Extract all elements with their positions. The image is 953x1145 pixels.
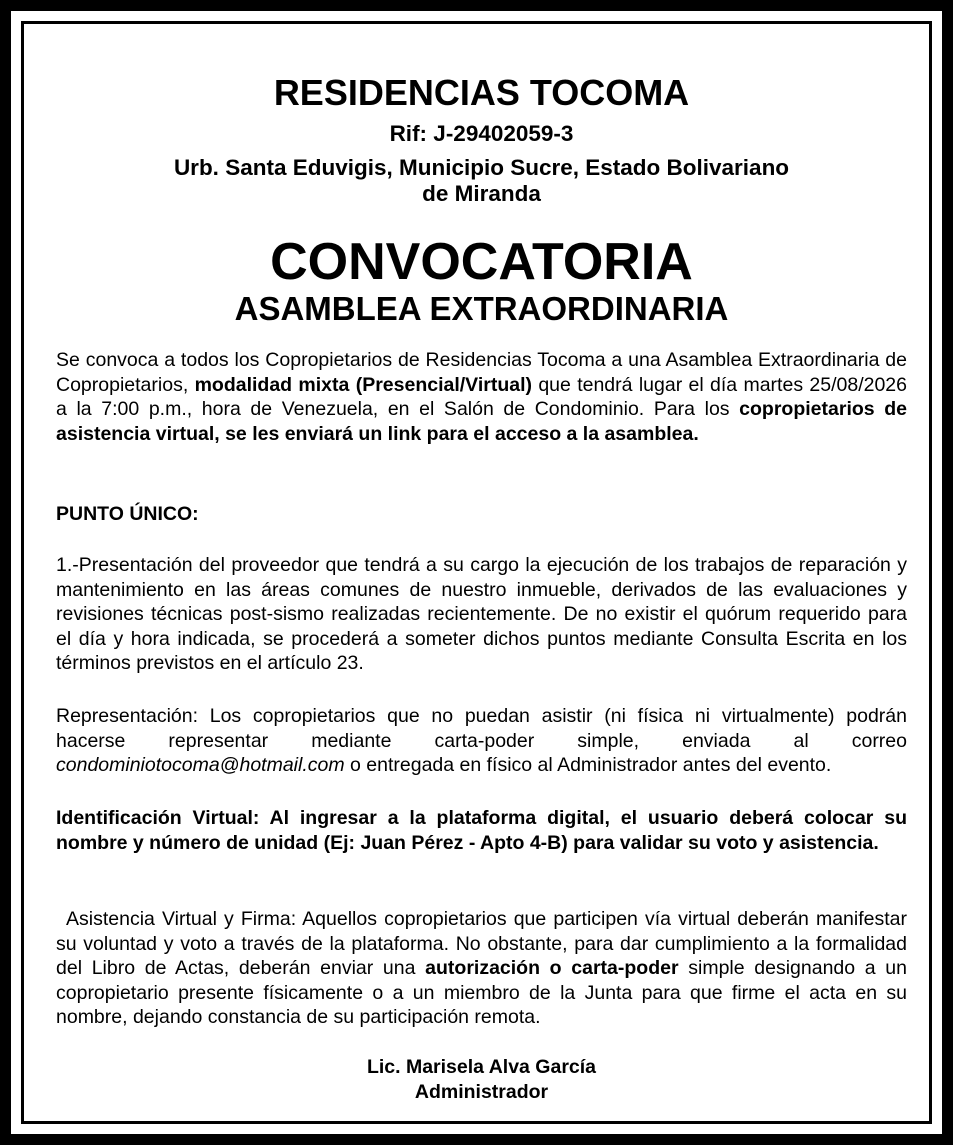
identificacion-paragraph: Identificación Virtual: Al ingresar a la plataforma digital, el usuario deberá colocar su nombre y número de unidad (Ej: Juan Pérez - Apto 4-B) para validar su voto y asistencia. [56, 807, 907, 854]
address-line-2: de Miranda [422, 181, 541, 206]
asistencia-bold: autorización o carta-poder [425, 957, 679, 979]
intro-bold-2: copropietarios de asistencia virtual, se les enviará un link para el acceso a la asamblea. [56, 398, 907, 445]
intro-paragraph [56, 348, 907, 446]
email-link[interactable]: condominiotocoma@hotmail.com [56, 754, 345, 776]
document-title: CONVOCATORIA [270, 233, 693, 291]
intro-text-2: que tendrá lugar el día martes 25/08/2026 a la 7:00 p.m., hora de Venezuela, en el Salón de Condominio. Para los [56, 373, 907, 420]
asistencia-text-1: Asistencia Virtual y Firma: Aquellos copropietarios que participen vía virtual deberán manifestar su voluntad y voto a través de la plataforma. No obstante, para dar cumplimiento a la formalidad del Libro de Actas, deberán enviar una [56, 908, 907, 979]
asistencia-paragraph [56, 907, 907, 1030]
intro-text-1: Se convoca a todos los Copropietarios de Residencias Tocoma a una Asamblea Extraordinaria de Copropietarios, [56, 349, 907, 396]
punto-unico-heading: PUNTO ÚNICO: [56, 503, 199, 525]
representacion-paragraph [56, 704, 907, 778]
signatory-role: Administrador [414, 1081, 549, 1103]
representacion-text-2: o entregada en físico al Administrador antes del evento. [344, 754, 832, 776]
address [56, 155, 907, 207]
organization-name: RESIDENCIAS TOCOMA [273, 72, 690, 113]
asistencia-text-2: simple designando a un copropietario presente físicamente o a un miembro de la Junta para que firme el acta en su nombre, dejando constancia de su participación remota. [56, 957, 908, 1028]
punto-unico-text: 1.-Presentación del proveedor que tendrá a su cargo la ejecución de los trabajos de reparación y mantenimiento en las áreas comunes de nuestro inmueble, derivados de las evaluaciones y revisiones técnicas post-sismo realizadas recientemente. De no existir el quórum requerido para el día y hora indicada, se procederá a someter dichos puntos mediante Consulta Escrita en los términos previstos en el artículo 23. [56, 554, 907, 674]
signatory-name: Lic. Marisela Alva García [366, 1056, 597, 1078]
rif-number: Rif: J-29402059-3 [389, 121, 574, 146]
representacion-text-1: Representación: Los copropietarios que no puedan asistir (ni física ni virtualmente) podrán hacerse representar mediante carta-poder simple, enviada al correo [56, 705, 907, 752]
document-subtitle: ASAMBLEA EXTRAORDINARIA [234, 290, 729, 327]
address-line-1: Urb. Santa Eduvigis, Municipio Sucre, Estado Bolivariano [173, 155, 790, 180]
intro-bold-1: modalidad mixta (Presencial/Virtual) [194, 373, 532, 396]
